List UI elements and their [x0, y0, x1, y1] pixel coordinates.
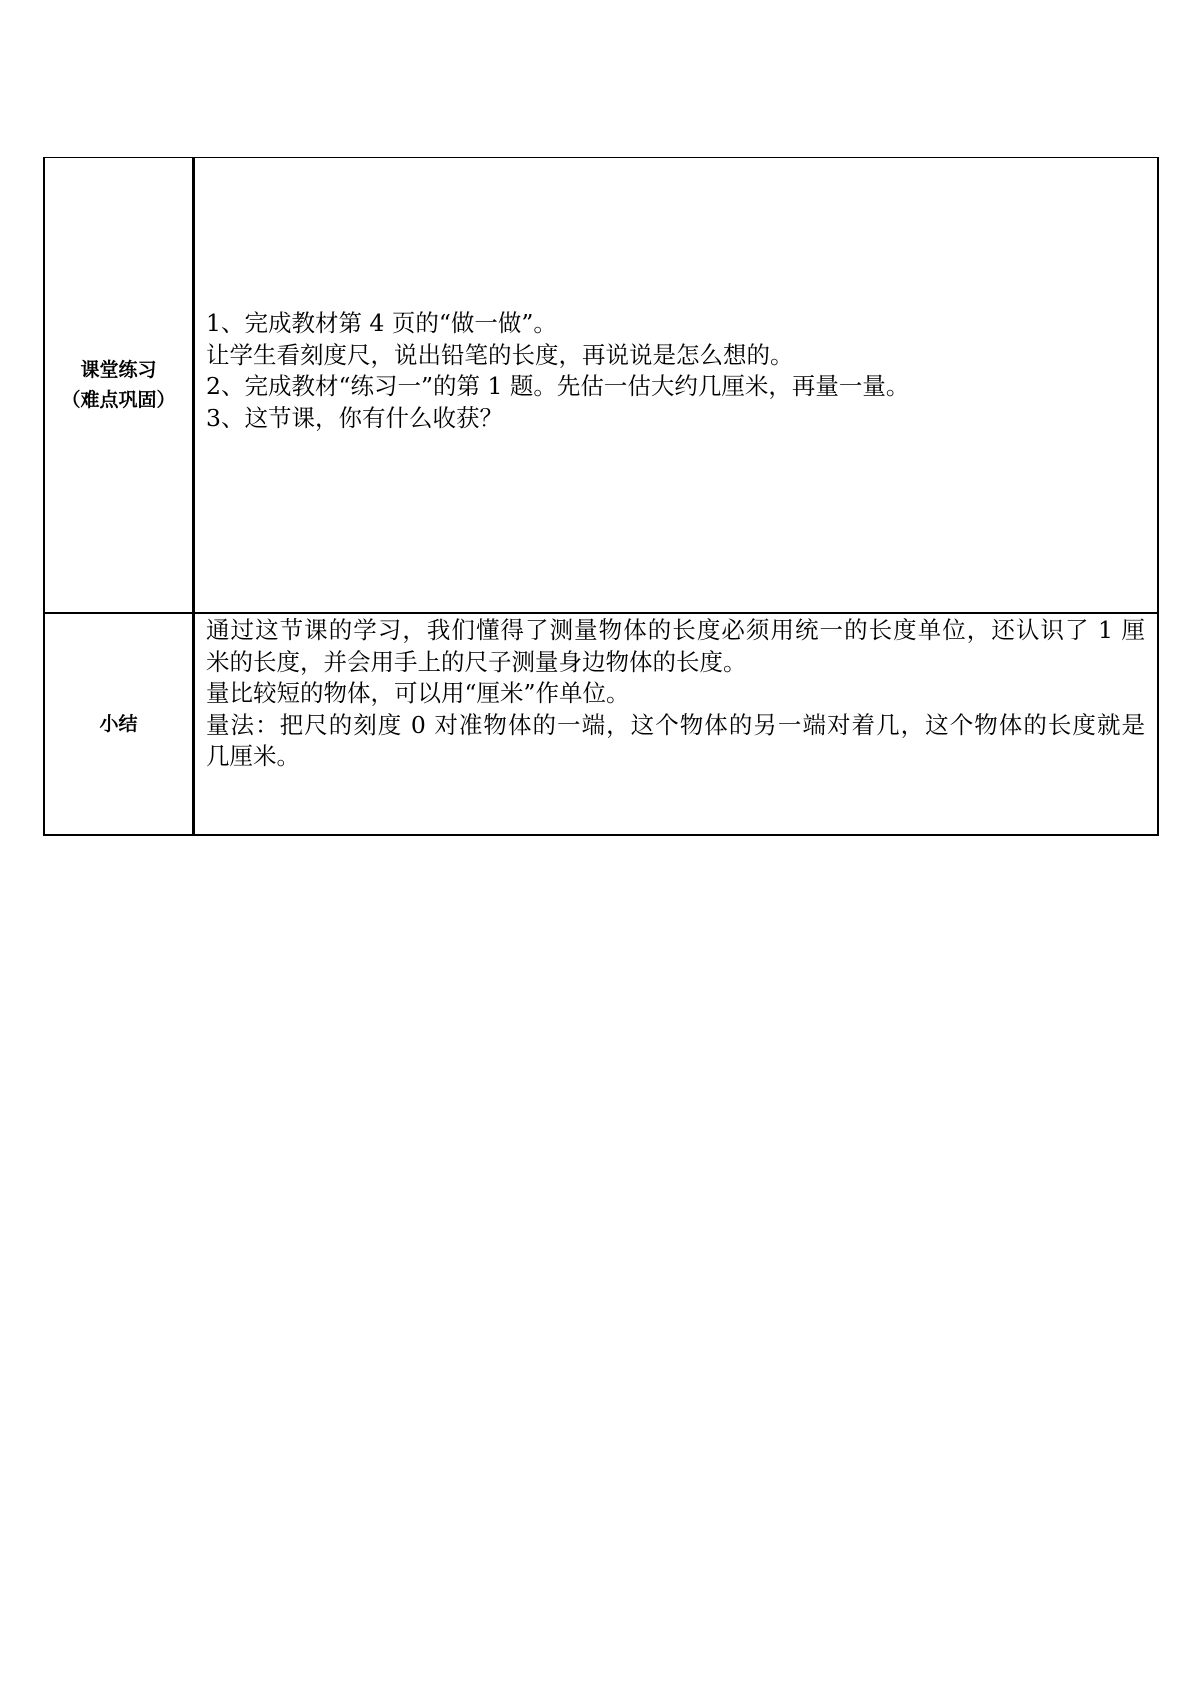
- practice-label-cell: [45, 157, 192, 612]
- practice-line: 让学生看刻度尺，说出铅笔的长度，再说说是怎么想的。: [206, 340, 794, 369]
- row-divider: [43, 612, 1159, 614]
- practice-content: [206, 308, 1145, 434]
- summary-label: 小结: [99, 713, 138, 735]
- summary-label-cell: [45, 614, 192, 834]
- column-divider: [192, 157, 195, 836]
- summary-line: 通过这节课的学习，我们懂得了测量物体的长度必须用统一的长度单位，还认识了 1 厘: [206, 616, 1145, 644]
- summary-line: 量比较短的物体，可以用“厘米”作单位。: [206, 679, 630, 708]
- practice-line: 3、这节课，你有什么收获？: [206, 403, 503, 432]
- practice-sublabel: （难点巩固）: [61, 388, 176, 411]
- summary-content: [206, 615, 1145, 773]
- summary-line: 几厘米。: [206, 742, 300, 771]
- practice-line: 2、完成教材“练习一”的第 1 题。先估一估大约几厘米，再量一量。: [206, 372, 910, 401]
- summary-line: 量法：把尺的刻度 0 对准物体的一端，这个物体的另一端对着几，这个物体的长度就是: [206, 710, 1145, 739]
- practice-line: 1、完成教材第 4 页的“做一做”。: [206, 309, 557, 337]
- lesson-table: [43, 157, 1159, 836]
- practice-label: 课堂练习: [80, 358, 157, 381]
- summary-line: 米的长度，并会用手上的尺子测量身边物体的长度。: [206, 647, 747, 676]
